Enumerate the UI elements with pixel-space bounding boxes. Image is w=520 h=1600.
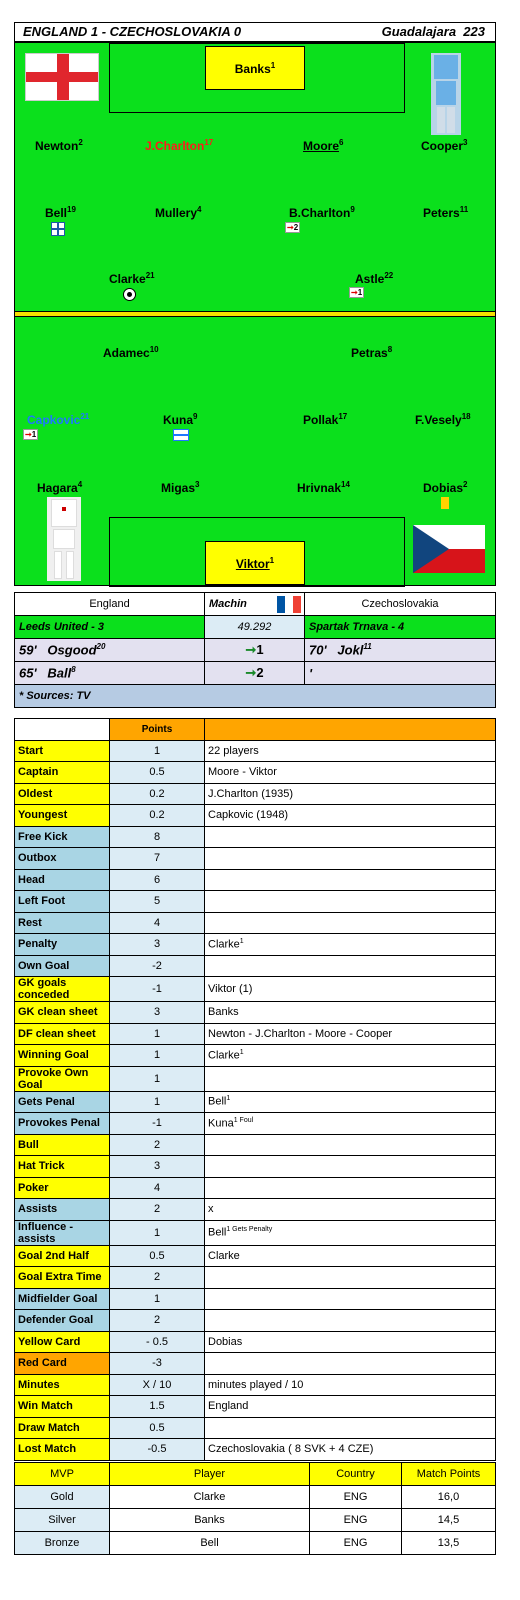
- points-row: [15, 762, 496, 784]
- points-row: [15, 1023, 496, 1045]
- points-value: 1: [110, 1045, 205, 1067]
- points-desc: 22 players: [205, 740, 496, 762]
- home-team: England: [15, 593, 205, 616]
- points-row: [15, 1245, 496, 1267]
- points-value: 6: [110, 869, 205, 891]
- mvp-rank: Silver: [15, 1509, 110, 1532]
- points-label: Bull: [15, 1134, 110, 1156]
- points-value: 3: [110, 1002, 205, 1024]
- points-value: 0.2: [110, 783, 205, 805]
- points-label: Defender Goal: [15, 1310, 110, 1332]
- points-value: 1: [110, 1066, 205, 1091]
- points-desc: Bell$^{1 Gets Penalty}$: [205, 1220, 496, 1245]
- points-value: -0.5: [110, 1439, 205, 1461]
- points-desc: minutes played / 10: [205, 1374, 496, 1396]
- points-label: Free Kick: [15, 826, 110, 848]
- points-value: 1: [110, 1288, 205, 1310]
- points-row: [15, 1113, 496, 1135]
- points-row: [15, 1002, 496, 1024]
- points-value: -2: [110, 955, 205, 977]
- points-value: 0.2: [110, 805, 205, 827]
- points-row: [15, 1267, 496, 1289]
- points-label: Poker: [15, 1177, 110, 1199]
- points-row: [15, 1066, 496, 1091]
- points-label: Left Foot: [15, 891, 110, 913]
- mvp-row: [15, 1532, 496, 1555]
- points-value: 8: [110, 826, 205, 848]
- points-row: [15, 934, 496, 956]
- away-team: Czechoslovakia: [305, 593, 496, 616]
- mvp-player: Clarke: [110, 1486, 310, 1509]
- points-desc: Clarke$^1$: [205, 934, 496, 956]
- points-label: Goal Extra Time: [15, 1267, 110, 1289]
- points-label: GK clean sheet: [15, 1002, 110, 1024]
- away-sub-1: 70' Jokl$^{11}$: [305, 639, 496, 662]
- points-desc: Banks: [205, 1002, 496, 1024]
- points-desc: [205, 1267, 496, 1289]
- penalty-foul-icon: [173, 429, 189, 441]
- points-label: Draw Match: [15, 1417, 110, 1439]
- points-value: 1: [110, 1091, 205, 1113]
- points-label: Lost Match: [15, 1439, 110, 1461]
- points-row: [15, 1134, 496, 1156]
- points-row: [15, 1331, 496, 1353]
- points-value: 2: [110, 1267, 205, 1289]
- czechoslovakia-flag-icon: [413, 525, 485, 573]
- points-row: [15, 1091, 496, 1113]
- mvp-rank: Gold: [15, 1486, 110, 1509]
- yellow-card-icon: [441, 497, 449, 509]
- mvp-pts: 13,5: [402, 1532, 496, 1555]
- points-value: - 0.5: [110, 1331, 205, 1353]
- points-value: 7: [110, 848, 205, 870]
- points-header: Points: [110, 719, 205, 741]
- france-flag-icon: [277, 596, 301, 613]
- points-desc: J.Charlton (1935): [205, 783, 496, 805]
- points-label: Outbox: [15, 848, 110, 870]
- points-desc: [205, 1288, 496, 1310]
- points-value: 2: [110, 1134, 205, 1156]
- player-clarke[interactable]: Clarke$^{21}$: [109, 271, 155, 286]
- player-j-charlton[interactable]: J.Charlton$^{17}$: [145, 138, 214, 153]
- points-label: Own Goal: [15, 955, 110, 977]
- points-row: [15, 1220, 496, 1245]
- match-title: ENGLAND 1 - CZECHOSLOVAKIA 0: [23, 24, 242, 39]
- points-label: Influence - assists: [15, 1220, 110, 1245]
- points-desc: Clarke$^1$: [205, 1045, 496, 1067]
- points-label: DF clean sheet: [15, 1023, 110, 1045]
- mvp-country: ENG: [310, 1509, 402, 1532]
- points-value: -1: [110, 1113, 205, 1135]
- points-row: [15, 1310, 496, 1332]
- points-desc: [205, 1066, 496, 1091]
- points-desc: Moore - Viktor: [205, 762, 496, 784]
- player-migas[interactable]: Migas$^3$: [161, 480, 200, 495]
- england-kit-icon: [431, 53, 461, 135]
- points-row: [15, 1288, 496, 1310]
- points-desc: [205, 826, 496, 848]
- points-desc: [205, 1156, 496, 1178]
- player-b-charlton[interactable]: B.Charlton$^9$: [289, 205, 355, 220]
- points-row: [15, 740, 496, 762]
- points-desc: Czechoslovakia ( 8 SVK + 4 CZE): [205, 1439, 496, 1461]
- away-sub-2: ': [305, 662, 496, 685]
- mvp-player: Bell: [110, 1532, 310, 1555]
- points-desc: x: [205, 1199, 496, 1221]
- points-desc: Kuna$^{1 Foul}$: [205, 1113, 496, 1135]
- attendance: 49.292: [205, 616, 305, 639]
- points-desc: [205, 1417, 496, 1439]
- points-row: [15, 1156, 496, 1178]
- points-value: 2: [110, 1310, 205, 1332]
- mvp-rank: Bronze: [15, 1532, 110, 1555]
- points-row: [15, 1396, 496, 1418]
- sub-indicator-1: ➞1: [205, 639, 305, 662]
- penalty-icon: [51, 222, 65, 236]
- points-label: Captain: [15, 762, 110, 784]
- player-f-vesely[interactable]: F.Vesely$^{18}$: [415, 412, 471, 427]
- points-desc: Bell$^1$: [205, 1091, 496, 1113]
- points-row: [15, 1353, 496, 1375]
- points-desc: [205, 912, 496, 934]
- points-label: Minutes: [15, 1374, 110, 1396]
- points-row: [15, 1177, 496, 1199]
- mvp-country: ENG: [310, 1532, 402, 1555]
- points-desc: Viktor (1): [205, 977, 496, 1002]
- points-value: -1: [110, 977, 205, 1002]
- england-flag-icon: [25, 53, 99, 101]
- points-row: [15, 977, 496, 1002]
- away-club: Spartak Trnava - 4: [305, 616, 496, 639]
- points-row: [15, 891, 496, 913]
- points-row: [15, 1417, 496, 1439]
- points-label: Goal 2nd Half: [15, 1245, 110, 1267]
- points-label: Provoke Own Goal: [15, 1066, 110, 1091]
- match-points-header: Match Points: [402, 1463, 496, 1486]
- points-desc: [205, 1177, 496, 1199]
- match-number: 223: [463, 24, 485, 39]
- mvp-pts: 16,0: [402, 1486, 496, 1509]
- player-kuna[interactable]: Kuna$^9$: [163, 412, 198, 427]
- points-desc: [205, 1310, 496, 1332]
- points-desc: Newton - J.Charlton - Moore - Cooper: [205, 1023, 496, 1045]
- referee: Machin: [209, 598, 247, 610]
- points-desc: [205, 1353, 496, 1375]
- substitution-out-icon: ➞1: [25, 430, 37, 439]
- points-label: Midfielder Goal: [15, 1288, 110, 1310]
- czechoslovakia-kit-icon: [47, 497, 81, 581]
- player-bell[interactable]: Bell$^{19}$: [45, 205, 76, 220]
- points-value: 0.5: [110, 762, 205, 784]
- substitution-out-icon: ➞1: [351, 288, 363, 297]
- player-header: Player: [110, 1463, 310, 1486]
- points-value: 2: [110, 1199, 205, 1221]
- points-table: [14, 718, 496, 1461]
- points-label: Gets Penal: [15, 1091, 110, 1113]
- points-row: [15, 805, 496, 827]
- mvp-country: ENG: [310, 1486, 402, 1509]
- points-value: 1: [110, 740, 205, 762]
- result-table: [14, 592, 496, 708]
- substitution-out-icon: ➞2: [287, 223, 299, 232]
- points-desc: Capkovic (1948): [205, 805, 496, 827]
- points-label: Win Match: [15, 1396, 110, 1418]
- points-label: Red Card: [15, 1353, 110, 1375]
- points-value: 5: [110, 891, 205, 913]
- points-row: [15, 955, 496, 977]
- points-label: Oldest: [15, 783, 110, 805]
- points-value: X / 10: [110, 1374, 205, 1396]
- points-value: 1: [110, 1220, 205, 1245]
- points-row: [15, 1374, 496, 1396]
- player-dobias[interactable]: Dobias$^2$: [423, 480, 468, 495]
- mvp-row: [15, 1509, 496, 1532]
- player-newton[interactable]: Newton$^2$: [35, 138, 83, 153]
- points-row: [15, 783, 496, 805]
- points-label: Yellow Card: [15, 1331, 110, 1353]
- england-goalkeeper[interactable]: Banks$^1$: [205, 46, 305, 90]
- england-half: [14, 42, 496, 312]
- home-sub-1: 59' Osgood$^{20}$: [15, 639, 205, 662]
- czechoslovakia-half: [14, 316, 496, 586]
- points-row: [15, 1439, 496, 1461]
- points-row: [15, 848, 496, 870]
- points-value: 3: [110, 1156, 205, 1178]
- points-value: 0.5: [110, 1245, 205, 1267]
- mvp-header: MVP: [15, 1463, 110, 1486]
- points-value: 3: [110, 934, 205, 956]
- player-astle[interactable]: Astle$^{22}$: [355, 271, 394, 286]
- points-label: Winning Goal: [15, 1045, 110, 1067]
- venue: Guadalajara: [381, 24, 457, 39]
- country-header: Country: [310, 1463, 402, 1486]
- mvp-table: [14, 1462, 496, 1555]
- sources: * Sources: TV: [15, 685, 496, 708]
- mvp-pts: 14,5: [402, 1509, 496, 1532]
- player-pollak[interactable]: Pollak$^{17}$: [303, 412, 348, 427]
- match-header: [14, 22, 496, 42]
- points-label: Penalty: [15, 934, 110, 956]
- points-label: GK goals conceded: [15, 977, 110, 1002]
- player-cooper[interactable]: Cooper$^3$: [421, 138, 468, 153]
- points-value: -3: [110, 1353, 205, 1375]
- player-peters[interactable]: Peters$^{11}$: [423, 205, 469, 220]
- points-desc: [205, 1134, 496, 1156]
- mvp-row: [15, 1486, 496, 1509]
- czechoslovakia-goalkeeper[interactable]: Viktor$^1$: [205, 541, 305, 585]
- player-petras[interactable]: Petras$^8$: [351, 345, 393, 360]
- points-label: Rest: [15, 912, 110, 934]
- points-row: [15, 826, 496, 848]
- points-value: 1: [110, 1023, 205, 1045]
- points-value: 0.5: [110, 1417, 205, 1439]
- points-row: [15, 912, 496, 934]
- points-desc: Dobias: [205, 1331, 496, 1353]
- points-label: Head: [15, 869, 110, 891]
- points-row: [15, 1045, 496, 1067]
- mvp-player: Banks: [110, 1509, 310, 1532]
- points-value: 4: [110, 912, 205, 934]
- points-value: 1.5: [110, 1396, 205, 1418]
- points-label: Provokes Penal: [15, 1113, 110, 1135]
- player-hagara[interactable]: Hagara$^4$: [37, 480, 83, 495]
- points-label: Assists: [15, 1199, 110, 1221]
- player-moore[interactable]: Moore$^6$: [303, 138, 344, 153]
- points-label: Hat Trick: [15, 1156, 110, 1178]
- player-capkovic[interactable]: Capkovic$^{21}$: [27, 412, 90, 427]
- points-label: Youngest: [15, 805, 110, 827]
- points-row: [15, 869, 496, 891]
- player-mullery[interactable]: Mullery$^4$: [155, 205, 202, 220]
- home-sub-2: 65' Ball$^8$: [15, 662, 205, 685]
- points-desc: Clarke: [205, 1245, 496, 1267]
- home-club: Leeds United - 3: [15, 616, 205, 639]
- points-desc: [205, 869, 496, 891]
- sub-indicator-2: ➞2: [205, 662, 305, 685]
- points-row: [15, 1199, 496, 1221]
- player-hrivnak[interactable]: Hrivnak$^{14}$: [297, 480, 350, 495]
- points-desc: [205, 848, 496, 870]
- points-value: 4: [110, 1177, 205, 1199]
- points-desc: [205, 955, 496, 977]
- points-desc: [205, 891, 496, 913]
- points-desc: England: [205, 1396, 496, 1418]
- points-label: Start: [15, 740, 110, 762]
- goal-ball-icon: [123, 288, 136, 301]
- player-adamec[interactable]: Adamec$^{10}$: [103, 345, 159, 360]
